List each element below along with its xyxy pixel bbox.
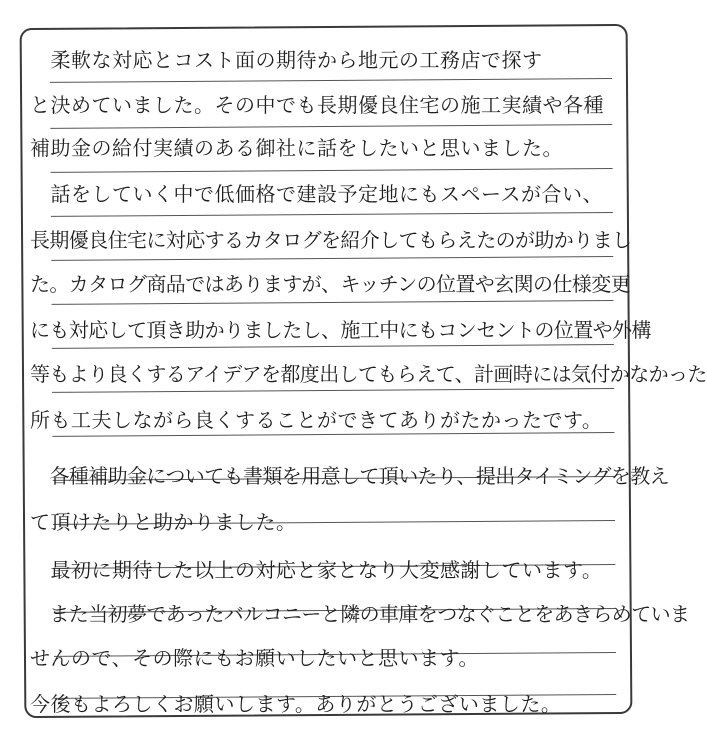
ruled-line [52, 300, 614, 305]
letter-line-15: 今後もよろしくお願いします。ありがとうございました。 [30, 692, 562, 716]
ruled-line [51, 256, 613, 261]
letter-line-11: て頂けたりと助かりました。 [30, 510, 297, 534]
letter-line-9: 所も工夫しながら良くすることができてありがたかったです。 [30, 408, 603, 432]
ruled-line [51, 168, 613, 173]
letter-line-7: にも対応して頂き助かりましたし、施工中にもコンセントの位置や外構 [30, 318, 651, 342]
letter-line-5: 長期優良住宅に対応するカタログを紹介してもらえたのが助かりまし [30, 228, 632, 252]
letter-line-10: 各種補助金についても書類を用意して頂いたり、提出タイミングを教え [30, 464, 669, 488]
letter-line-13: また当初夢であったバルコニーと隣の車庫をつなぐことをあきらめていま [30, 602, 690, 626]
letter-line-6: た。カタログ商品ではありますが、キッチンの位置や玄関の仕様変更 [30, 272, 630, 296]
ruled-line [50, 124, 612, 129]
ruled-line [52, 344, 614, 349]
letter-line-1: 柔軟な対応とコスト面の期待から地元の工務店で探す [30, 48, 543, 72]
letter-line-3: 補助金の給付実績のある御社に話をしたいと思いました。 [30, 136, 563, 160]
ruled-line [52, 388, 614, 393]
ruled-line [51, 212, 613, 217]
letter-line-4: 話をしていく中で低価格で建設予定地にもスペースが合い、 [30, 182, 603, 206]
letter-line-8: 等もより良くするアイデアを都度出してもらえて、計画時には気付かなかった [30, 362, 707, 386]
ruled-line [50, 78, 612, 83]
letter-line-12: 最初に期待した以上の対応と家となり大変感謝しています。 [30, 558, 603, 582]
letter-line-2: と決めていました。その中でも長期優良住宅の施工実績や各種 [30, 93, 604, 117]
letter-line-14: せんので、その際にもお願いしたいと思います。 [30, 646, 479, 670]
